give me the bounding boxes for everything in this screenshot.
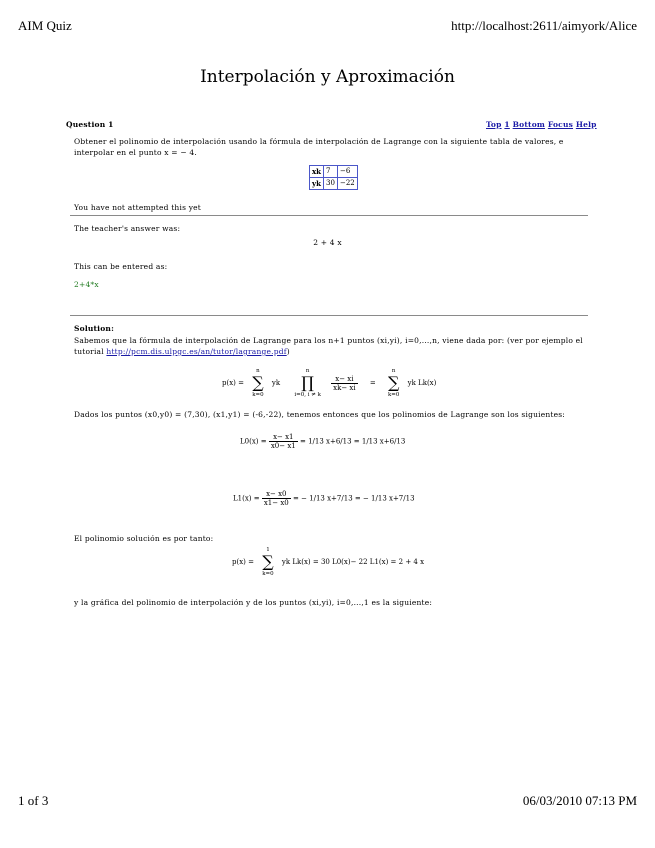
solution-polynomial [232,546,424,578]
sum-symbol: 1 ∑ k=0 [262,547,274,577]
lagrange-formula [222,367,436,399]
question-text-line1: Obtener el polinomio de interpolación usando la fórmula de interpolación de Lagrange con la siguiente tabla de valores, e [74,137,564,146]
eq1-fraction: $\frac{x- xi}{xk- xi}$ [333,374,356,392]
sum-symbol: n ∑ k=0 [387,368,400,398]
tutorial-suffix: ) [286,347,290,356]
entered-as-intro: This can be entered as: [74,262,168,271]
table-cell: −6 [337,166,357,178]
eq1-rhs: yk Lk(x) [407,379,437,387]
eq1-equals: = [369,379,376,387]
l0-fraction: $\frac{x- x1}{x0- x1}$ [270,433,296,450]
question-label: Question 1 [66,120,114,129]
entered-as-value: 2+4*x [74,280,99,289]
tutorial-prefix: tutorial [74,347,104,356]
l1-fraction: $\frac{x- x0}{x1- x0}$ [263,490,289,507]
question-nav [486,120,597,129]
divider [70,215,588,216]
table-cell: −22 [337,178,357,190]
table-cell: 30 [324,178,338,190]
header-left: AIM Quiz [18,18,72,33]
l1-rhs: = − 1/13 x+7/13 = − 1/13 x+7/13 [292,494,415,503]
page-count: 1 of 3 [18,793,49,808]
solution-para2: Dados los puntos (x0,y0) = (7,30), (x1,y1) = (-6,-22), tenemos entonces que los polinomios de Lagrange son los siguientes: [74,410,565,419]
product-symbol: n ∏ i=0, i ≠ k [294,368,321,398]
nav-1-link[interactable]: 1 [504,120,510,129]
nav-top-link[interactable]: Top [486,120,502,129]
solution-para4: y la gráfica del polinomio de interpolación y de los puntos (xi,yi), i=0,...,1 es la siguiente: [74,598,433,607]
solution-heading: Solution: [74,324,115,333]
eq1-yk: yk [271,379,281,387]
eq2-rhs: yk Lk(x) = 30 L0(x)− 22 L1(x) = 2 + 4 x [281,558,425,566]
solution-para1-line1: Sabemos que la fórmula de interpolación de Lagrange para los n+1 puntos (xi,yi), i=0,...,n, viene dada por: (ver por ejemplo el [74,336,583,345]
solution-para3: El polinomio solución es por tanto: [74,534,214,543]
teacher-answer-value: 2 + 4 x [313,238,342,247]
l1-formula [233,490,415,507]
tutorial-link[interactable]: http://pcm.dis.ulpgc.es/an/tutor/lagrange.pdf [106,347,287,356]
solution-para1-line2 [74,347,290,356]
eq2-lhs: p(x) = [232,558,254,566]
values-table [309,165,358,190]
divider [70,315,588,316]
nav-focus-link[interactable]: Focus [547,120,574,129]
attempt-status: You have not attempted this yet [74,203,201,212]
teacher-answer-intro: The teacher's answer was: [74,224,181,233]
page-title: Interpolación y Aproximación [200,67,455,87]
l0-rhs: = 1/13 x+6/13 = 1/13 x+6/13 [299,437,406,446]
table-header-yk: yk [310,178,324,190]
l0-lhs: L0(x) = [240,437,267,446]
nav-help-link[interactable]: Help [575,120,597,129]
eq1-lhs: p(x) = [222,379,244,387]
table-cell: 7 [324,166,338,178]
table-header-xk: xk [310,166,324,178]
sum-symbol: n ∑ k=0 [252,368,264,398]
l1-lhs: L1(x) = [233,494,260,503]
question-text-line2: interpolar en el punto x = − 4. [74,148,197,157]
l0-formula [240,433,405,450]
header-url: http://localhost:2611/aimyork/Alice [451,18,637,33]
print-timestamp: 06/03/2010 07:13 PM [522,793,637,808]
nav-bottom-link[interactable]: Bottom [512,120,546,129]
